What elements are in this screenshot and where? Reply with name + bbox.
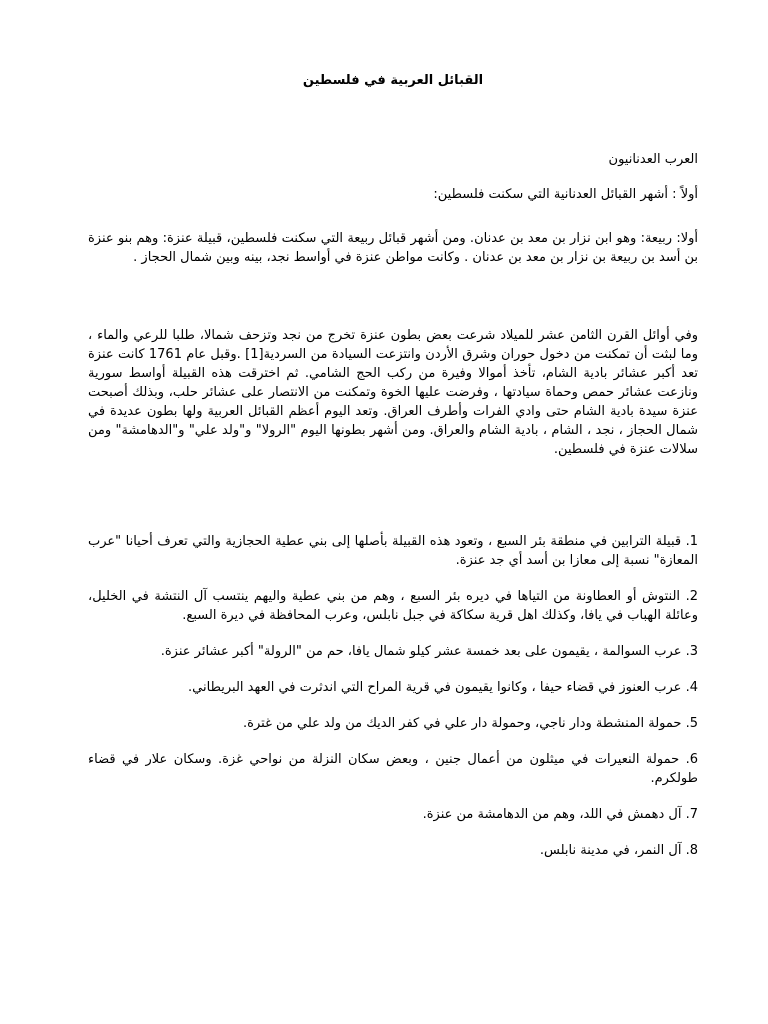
list-item: 5. حمولة المنشطة ودار ناجي، وحمولة دار علي في كفر الديك من ولد علي من غترة. (243, 716, 698, 731)
document-page (88, 0, 698, 1024)
list-item: 7. آل دهمش في اللد، وهم من الدهامشة من عنزة. (422, 807, 698, 822)
list-item: 4. عرب العنوز في قضاء حيفا ، وكانوا يقيمون في قرية المراح التي اندثرت في العهد البريطاني. (188, 680, 698, 695)
paragraph: أولا: ربيعة: وهو ابن نزار بن معد بن عدنان. ومن أشهر قبائل ربيعة التي سكنت فلسطين، قبيلة عنزة: وهم بنو عنزة بن أسد بن ربيعة بن نزار بن معد بن عدنان . وكانت مواطن عنزة في أواسط نجد، بينه وبين شمال الحجاز . (88, 231, 698, 265)
list-item: 2. النتوش أو العطاونة من التياها في ديره بئر السبع ، وهم من بني عطية واليهم ينتسب آل النتشة في الخليل، وعائلة الهباب في يافا، وكذلك اهل قرية سكاكة في جبل نابلس، وعرب المحافظة في ديرة السبع. (88, 589, 698, 623)
tribe-list (88, 532, 698, 877)
list-item: 6. حمولة النعيرات في ميثلون من أعمال جنين ، وبعض سكان النزلة من نواحي غزة. وسكان علار في قضاء طولكرم. (88, 752, 698, 786)
subheading: العرب العدنانيون (608, 152, 698, 167)
paragraph: وفي أوائل القرن الثامن عشر للميلاد شرعت بعض بطون عنزة تخرج من نجد وتزحف شمالا، طلبا للرعي والماء ، وما لبثت أن تمكنت من دخول حوران وشرق الأردن وانتزعت السيادة من السردية[1] .وقبل عام 1761 كانت عنزة تعد أكبر عشائر بادية الشام، تأخذ أموالا وفيرة من ركب الحج الشامي. ثم اخترقت هذه القبيلة أواسط سورية ونازعت عشائر حمص وحماة سيادتها ، وفرضت عليها الخوة وتمكنت من الانتصار على عشائر حلب، وبذلك أصبحت عنزة سيدة بادية الشام حتى وادي الفرات وأطرف العراق. وتعد اليوم أعظم القبائل العربية ولها بطون عديدة في شمال الحجاز ، نجد ، الشام ، بادية الشام والعراق. ومن أشهر بطونها اليوم "الرولا" و"ولد علي" و"الدهامشة" ومن سلالات عنزة في فلسطين. (88, 328, 698, 457)
list-item: 8. آل النمر، في مدينة نابلس. (539, 843, 698, 858)
list-item: 3. عرب السوالمة ، يقيمون على بعد خمسة عشر كيلو شمال يافا، حم من "الرولة" أكبر عشائر عنزة. (160, 644, 698, 659)
list-item: 1. قبيلة الترابين في منطقة بئر السبع ، وتعود هذه القبيلة بأصلها إلى بني عطية الحجازية والتي تعرف أحيانا "عرب المعازة" نسبة إلى معازا بن أسد أي جد عنزة. (88, 534, 698, 568)
section-heading: أولاً : أشهر القبائل العدنانية التي سكنت فلسطين: (433, 187, 698, 202)
document-title: القبائل العربية في فلسطين (302, 73, 484, 88)
